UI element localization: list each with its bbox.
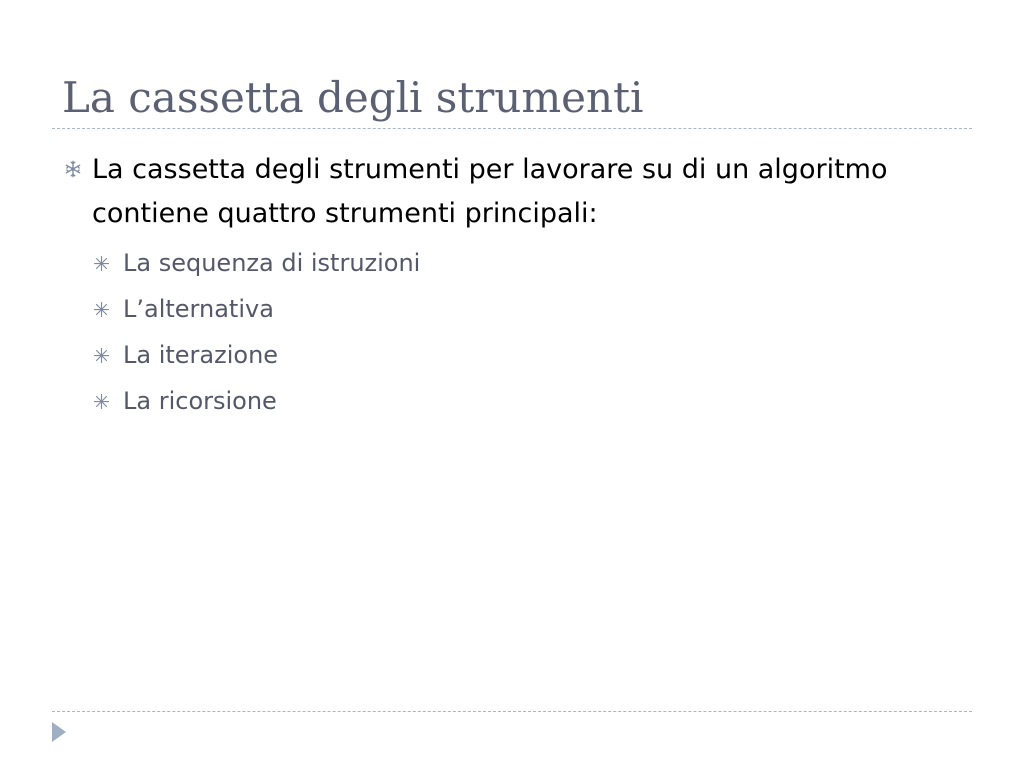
sub-bullet-text: L’alternativa	[123, 295, 274, 323]
sub-bullet-item	[62, 240, 962, 286]
sub-bullet-text: La iterazione	[123, 341, 279, 369]
sub-bullet-text: La ricorsione	[123, 387, 277, 415]
main-bullet-text: La cassetta degli strumenti per lavorare su di un algoritmo contiene quattro strumenti principali:	[92, 154, 888, 229]
asterisk-star-icon	[94, 256, 109, 271]
sub-bullet-item	[62, 332, 962, 378]
sub-bullet-list	[62, 240, 962, 424]
triangle-right-icon	[52, 722, 66, 742]
asterisk-star-icon	[94, 302, 109, 317]
main-bullet	[62, 148, 962, 236]
asterisk-star-icon	[94, 394, 109, 409]
slide-title: La cassetta degli strumenti	[62, 73, 644, 122]
asterisk-star-icon	[94, 348, 109, 363]
sub-bullet-text: La sequenza di istruzioni	[123, 249, 421, 277]
snowflake-icon	[64, 160, 82, 178]
footer-divider	[52, 711, 972, 712]
title-divider	[52, 128, 972, 129]
sub-bullet-item	[62, 286, 962, 332]
slide-content	[62, 148, 962, 424]
sub-bullet-item	[62, 378, 962, 424]
